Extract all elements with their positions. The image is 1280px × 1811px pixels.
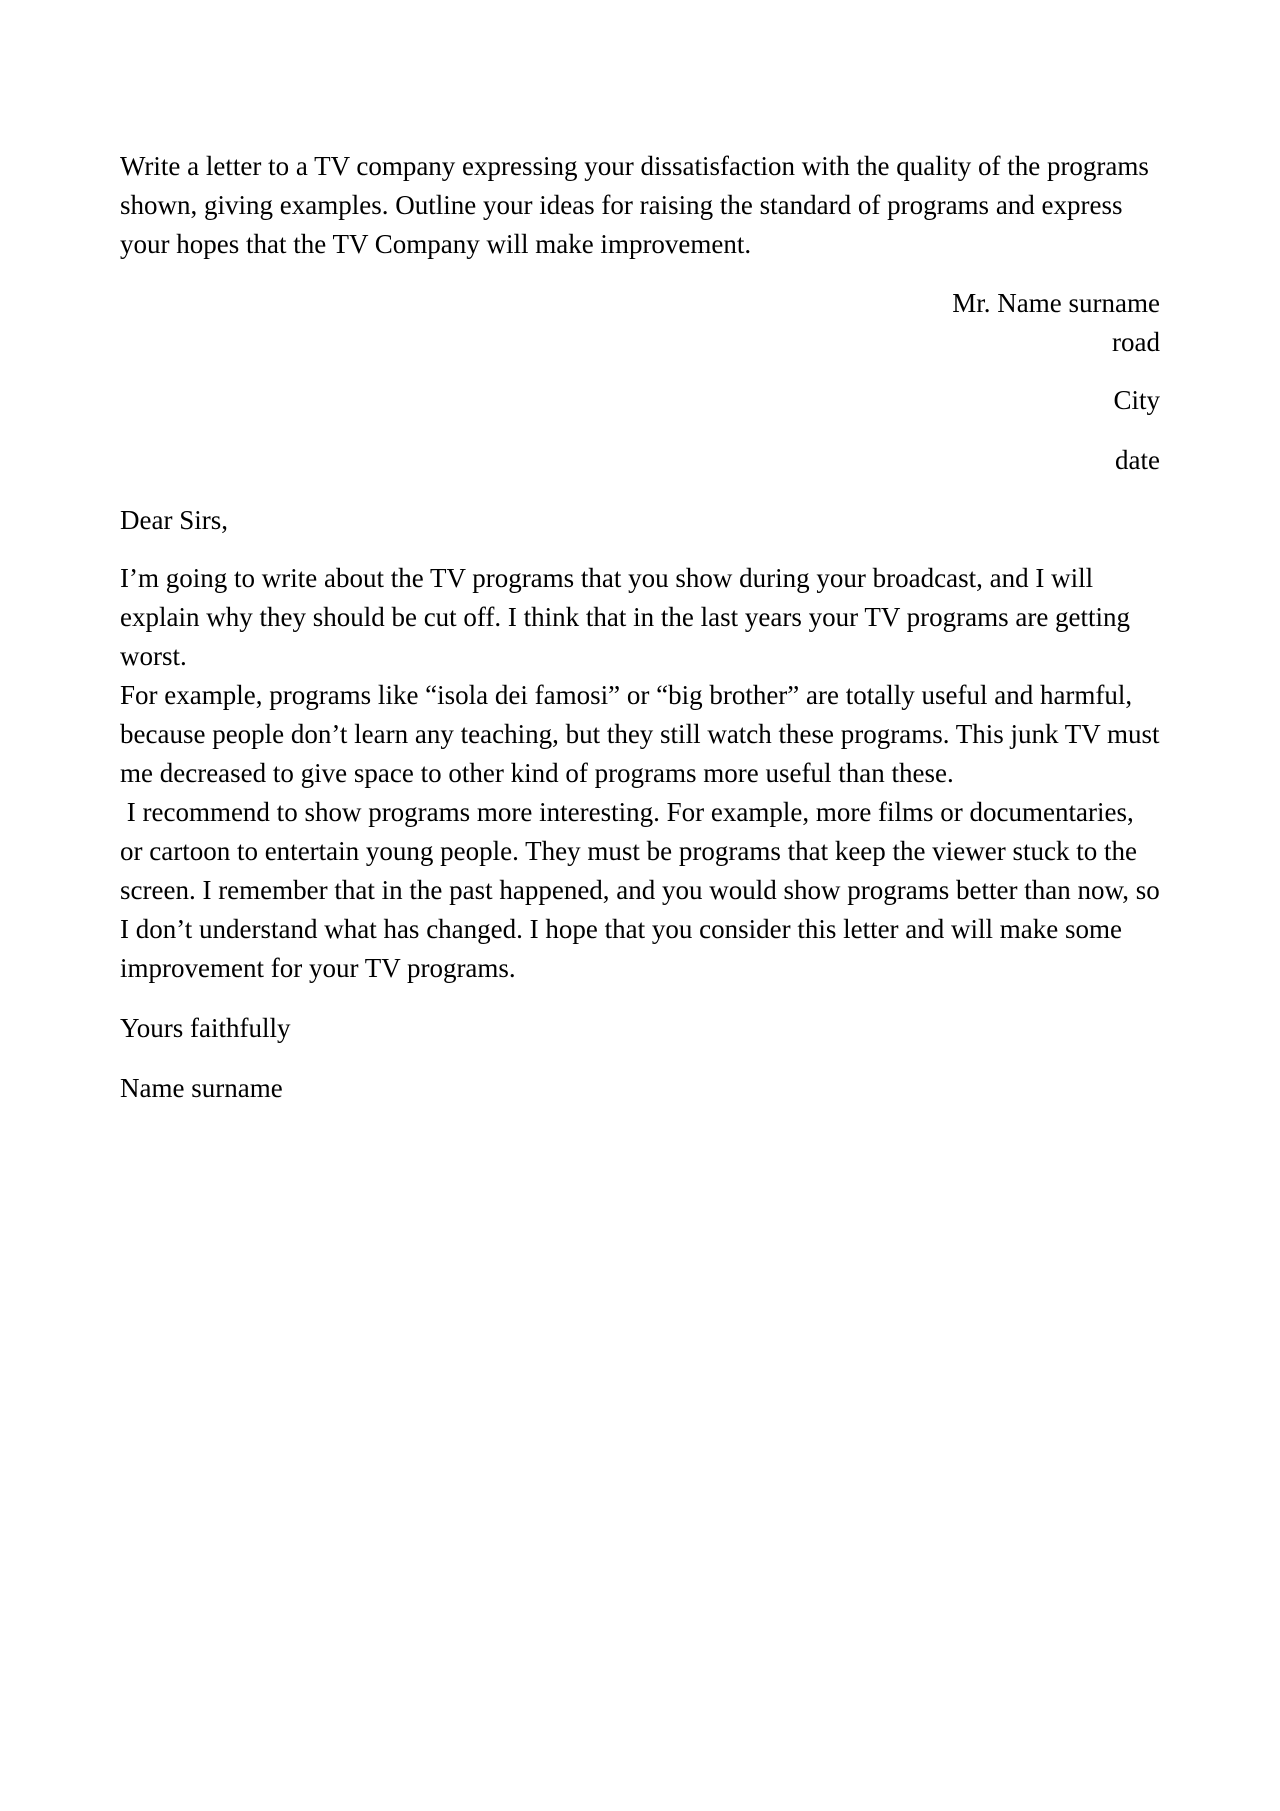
assignment-prompt: Write a letter to a TV company expressing your dissatisfaction with the quality of the programs shown, giving examples. Outline your ideas for raising the standard of programs and express your hopes that the TV Company will make improvement. [120, 151, 1149, 259]
letter-content [120, 147, 1167, 1108]
body-paragraph-1: I’m going to write about the TV programs that you show during your broadcast, and I will explain why they should be cut off. I think that in the last years your TV programs are getting worst. [120, 563, 1131, 671]
body-paragraph-2: For example, programs like “isola dei famosi” or “big brother” are totally useful and harmful, because people don’t learn any teaching, but they still watch these programs. This junk TV must me decreased to give space to other kind of programs more useful than these. [120, 680, 1160, 788]
body-paragraph-3: I recommend to show programs more interesting. For example, more films or documentaries, or cartoon to entertain young people. They must be programs that keep the viewer stuck to the screen. I remember that in the past happened, and you would show programs better than now, so I don’t understand what has changed. I hope that you consider this letter and will make some improvement for your TV programs. [120, 797, 1167, 983]
closing: Yours faithfully [120, 1013, 291, 1043]
sender-address-block [120, 284, 1160, 480]
signature: Name surname [120, 1073, 283, 1103]
sender-road: road [1112, 327, 1160, 357]
sender-city: City [1113, 385, 1160, 415]
sender-name: Mr. Name surname [952, 288, 1160, 318]
sender-date: date [1115, 445, 1160, 475]
salutation: Dear Sirs, [120, 505, 228, 535]
